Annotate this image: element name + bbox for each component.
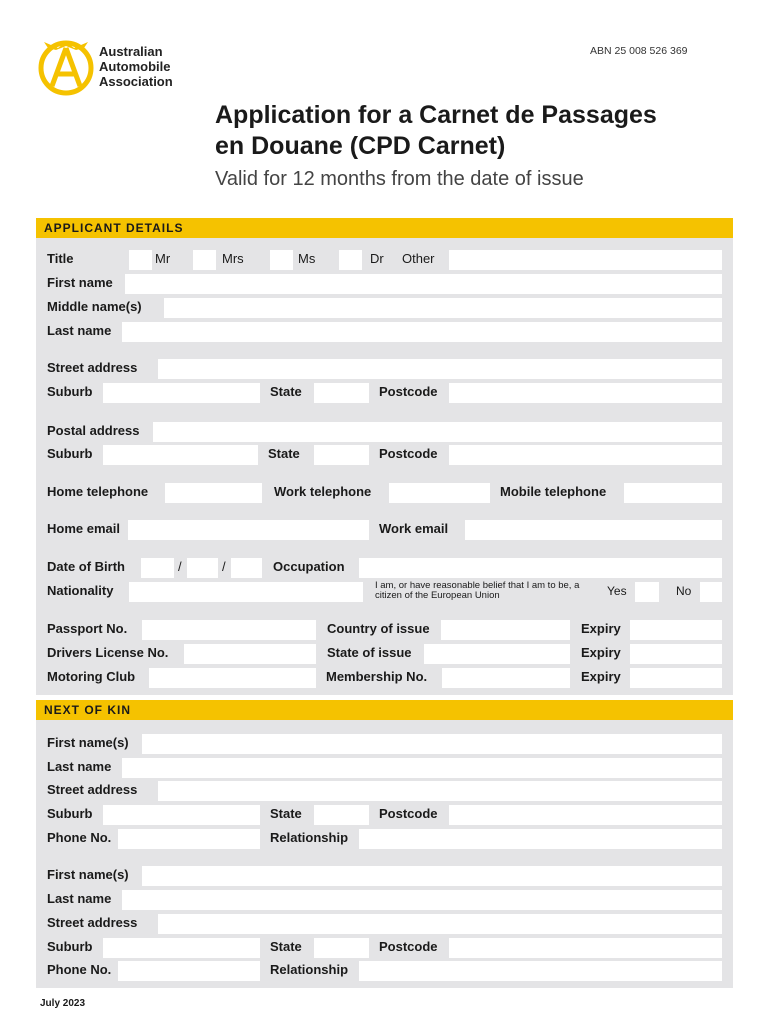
aaa-logo-icon (36, 36, 96, 96)
middle-names-label: Middle name(s) (47, 299, 142, 314)
middle-names-field[interactable] (164, 298, 722, 318)
first-name-field[interactable] (125, 274, 722, 294)
eu-yes-checkbox[interactable] (635, 582, 659, 602)
passport-label: Passport No. (47, 621, 128, 636)
license-expiry-label: Expiry (581, 645, 621, 660)
occupation-label: Occupation (273, 559, 345, 574)
postal-address-field[interactable] (153, 422, 722, 442)
applicant-section-heading: APPLICANT DETAILS (36, 218, 733, 238)
postal-suburb-field[interactable] (103, 445, 258, 465)
postcode-label: Postcode (379, 384, 438, 399)
title-dr-label: Dr (370, 251, 384, 266)
nationality-field[interactable] (129, 582, 363, 602)
nok2-street-label: Street address (47, 915, 138, 930)
dob-day-field[interactable] (141, 558, 174, 578)
dob-sep-2: / (222, 559, 226, 574)
eu-no-checkbox[interactable] (700, 582, 722, 602)
dob-label: Date of Birth (47, 559, 125, 574)
nok2-suburb-field[interactable] (103, 938, 260, 958)
street-address-label: Street address (47, 360, 138, 375)
country-of-issue-label: Country of issue (327, 621, 430, 636)
nok1-street-label: Street address (47, 782, 138, 797)
nok2-street-field[interactable] (158, 914, 722, 934)
motoring-club-field[interactable] (149, 668, 316, 688)
nok1-state-label: State (270, 806, 302, 821)
nationality-label: Nationality (47, 583, 114, 598)
title-label: Title (47, 251, 74, 266)
home-telephone-field[interactable] (165, 483, 262, 503)
nok1-postcode-field[interactable] (449, 805, 722, 825)
work-telephone-field[interactable] (389, 483, 490, 503)
page-subtitle: Valid for 12 months from the date of issue (215, 168, 584, 190)
passport-expiry-field[interactable] (630, 620, 722, 640)
state-label: State (270, 384, 302, 399)
footer-date: July 2023 (40, 998, 86, 1009)
membership-expiry-label: Expiry (581, 669, 621, 684)
home-email-field[interactable] (128, 520, 369, 540)
nok2-suburb-label: Suburb (47, 939, 93, 954)
state-field[interactable] (314, 383, 369, 403)
nok2-phone-field[interactable] (118, 961, 260, 981)
brand-name (99, 44, 173, 89)
brand-line-3: Association (99, 74, 173, 89)
title-mr-label: Mr (155, 251, 171, 266)
postal-postcode-label: Postcode (379, 446, 438, 461)
postcode-field[interactable] (449, 383, 722, 403)
last-name-label: Last name (47, 323, 112, 338)
nok1-relationship-label: Relationship (270, 830, 349, 845)
title-mr-checkbox[interactable] (129, 250, 152, 270)
title-other-label: Other (402, 251, 435, 266)
nok2-postcode-label: Postcode (379, 939, 438, 954)
motoring-club-label: Motoring Club (47, 669, 136, 684)
nok1-phone-field[interactable] (118, 829, 260, 849)
suburb-label: Suburb (47, 384, 93, 399)
dob-year-field[interactable] (231, 558, 262, 578)
nok2-state-field[interactable] (314, 938, 369, 958)
occupation-field[interactable] (359, 558, 722, 578)
nok2-last-name-field[interactable] (122, 890, 722, 910)
nok2-postcode-field[interactable] (449, 938, 722, 958)
brand-line-1: Australian (99, 44, 163, 59)
nok1-suburb-field[interactable] (103, 805, 260, 825)
membership-field[interactable] (442, 668, 570, 688)
title-dr-checkbox[interactable] (339, 250, 362, 270)
nok1-suburb-label: Suburb (47, 806, 93, 821)
street-address-field[interactable] (158, 359, 722, 379)
nok1-relationship-field[interactable] (359, 829, 722, 849)
nok1-street-field[interactable] (158, 781, 722, 801)
title-mrs-label: Mrs (222, 251, 244, 266)
title-line-2: en Douane (CPD Carnet) (215, 132, 506, 160)
license-field[interactable] (184, 644, 316, 664)
state-of-issue-field[interactable] (424, 644, 570, 664)
work-email-label: Work email (379, 521, 449, 536)
nok2-last-name-label: Last name (47, 891, 112, 906)
country-of-issue-field[interactable] (441, 620, 570, 640)
nok1-last-name-field[interactable] (122, 758, 722, 778)
nok2-relationship-label: Relationship (270, 962, 349, 977)
nok2-relationship-field[interactable] (359, 961, 722, 981)
page-title (215, 100, 755, 162)
brand-line-2: Automobile (99, 59, 171, 74)
work-telephone-label: Work telephone (274, 484, 372, 499)
postal-suburb-label: Suburb (47, 446, 93, 461)
title-mrs-checkbox[interactable] (193, 250, 216, 270)
license-label: Drivers License No. (47, 645, 169, 660)
nok1-postcode-label: Postcode (379, 806, 438, 821)
next-of-kin-heading: NEXT OF KIN (36, 700, 733, 720)
nok2-first-names-field[interactable] (142, 866, 722, 886)
nok2-state-label: State (270, 939, 302, 954)
nok1-phone-label: Phone No. (47, 830, 112, 845)
dob-month-field[interactable] (187, 558, 218, 578)
suburb-field[interactable] (103, 383, 260, 403)
nok2-phone-label: Phone No. (47, 962, 112, 977)
membership-expiry-field[interactable] (630, 668, 722, 688)
work-email-field[interactable] (465, 520, 722, 540)
last-name-field[interactable] (122, 322, 722, 342)
nok1-first-names-field[interactable] (142, 734, 722, 754)
title-line-1: Application for a Carnet de Passages (215, 101, 657, 129)
mobile-telephone-label: Mobile telephone (500, 484, 607, 499)
nok1-first-names-label: First name(s) (47, 735, 129, 750)
membership-label: Membership No. (326, 669, 428, 684)
abn-number: ABN 25 008 526 369 (590, 45, 688, 57)
eu-no-label: No (676, 584, 692, 598)
postal-state-label: State (268, 446, 300, 461)
first-name-label: First name (47, 275, 113, 290)
mobile-telephone-field[interactable] (624, 483, 722, 503)
postal-postcode-field[interactable] (449, 445, 722, 465)
dob-sep-1: / (178, 559, 182, 574)
nok1-state-field[interactable] (314, 805, 369, 825)
passport-expiry-label: Expiry (581, 621, 621, 636)
postal-address-label: Postal address (47, 423, 140, 438)
eu-citizen-question: I am, or have reasonable belief that I am to be, a citizen of the European Union (375, 580, 580, 601)
eu-yes-label: Yes (607, 584, 627, 598)
nok2-first-names-label: First name(s) (47, 867, 129, 882)
title-other-field[interactable] (449, 250, 722, 270)
nok1-last-name-label: Last name (47, 759, 112, 774)
state-of-issue-label: State of issue (327, 645, 412, 660)
title-ms-label: Ms (298, 251, 316, 266)
postal-state-field[interactable] (314, 445, 369, 465)
home-email-label: Home email (47, 521, 120, 536)
title-ms-checkbox[interactable] (270, 250, 293, 270)
passport-field[interactable] (142, 620, 316, 640)
license-expiry-field[interactable] (630, 644, 722, 664)
home-telephone-label: Home telephone (47, 484, 149, 499)
